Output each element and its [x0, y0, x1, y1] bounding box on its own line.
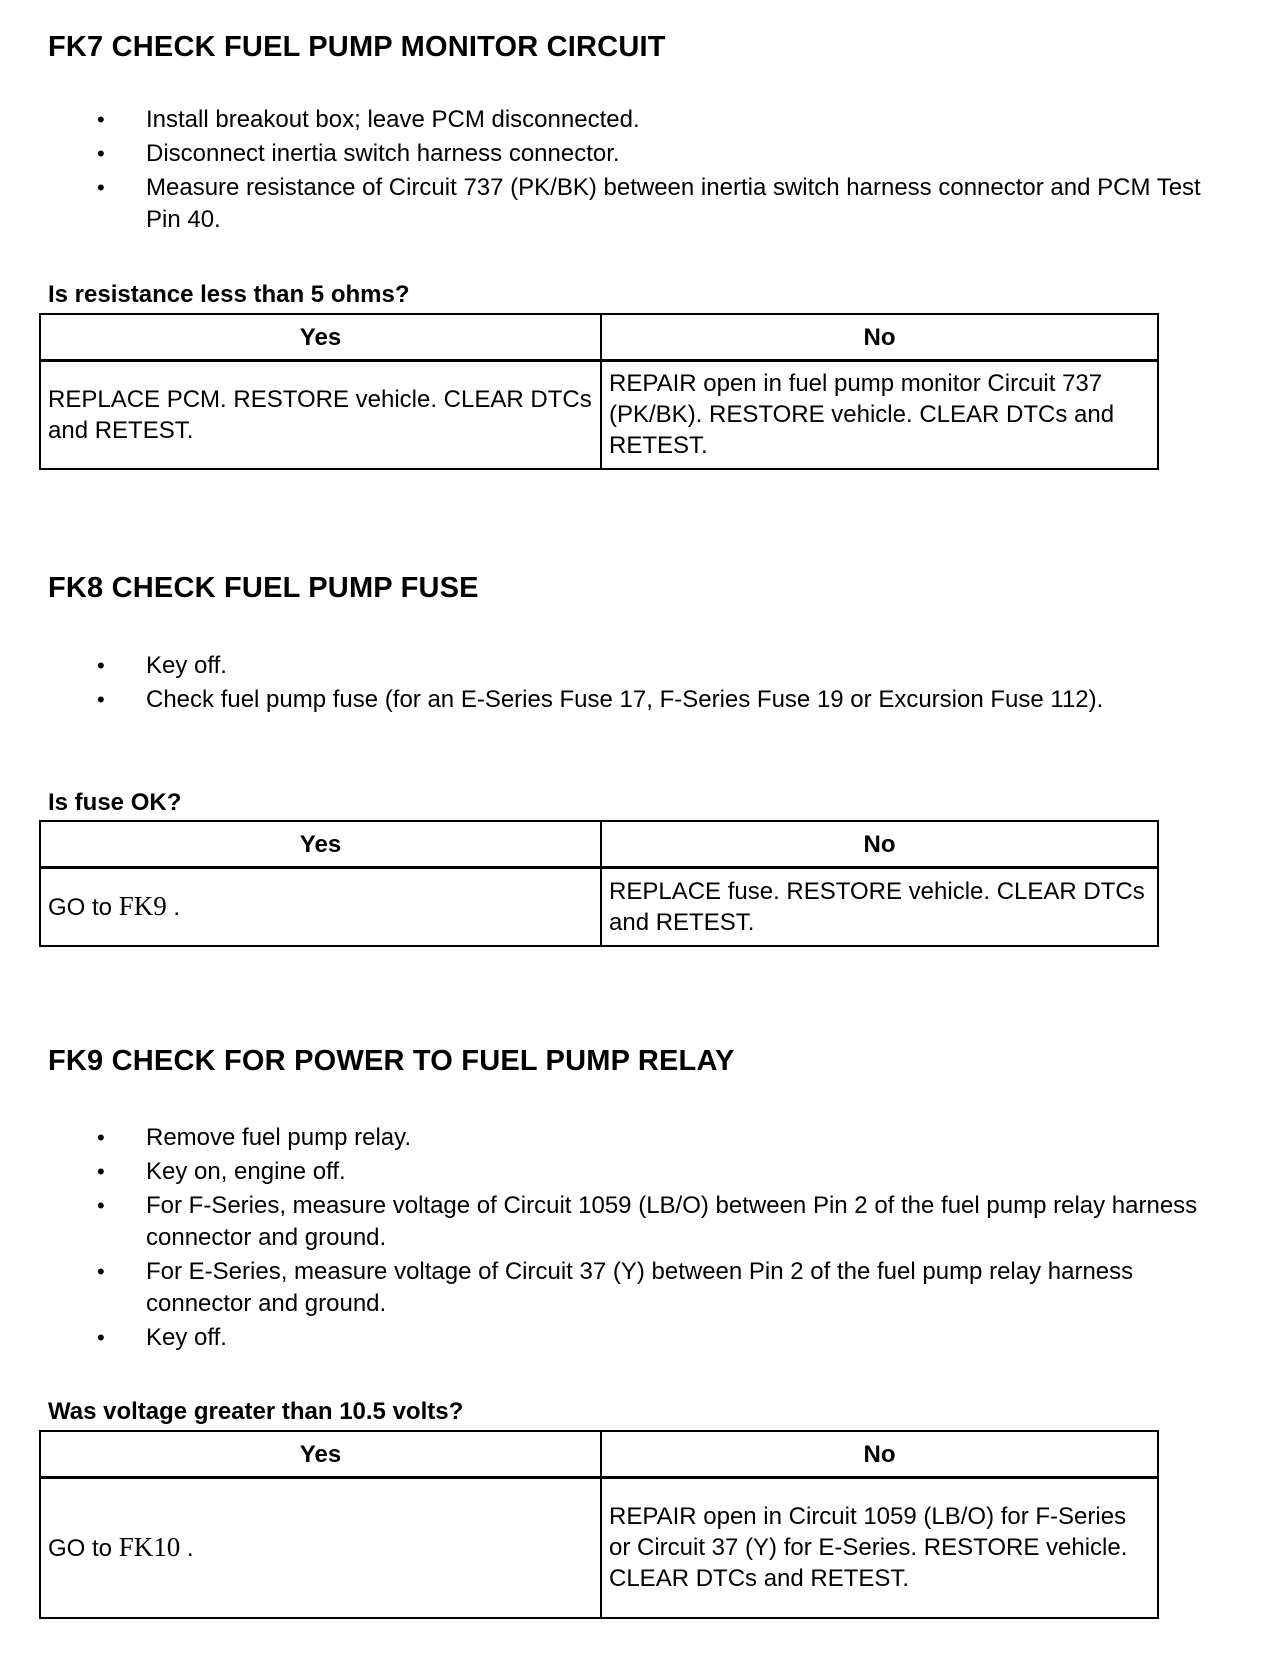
- step-list: [0, 1122, 1280, 1356]
- bullet-icon: •: [97, 175, 105, 200]
- no-header: No: [601, 1431, 1158, 1478]
- yes-cell: GO to FK9 .: [40, 868, 601, 946]
- answer-table: [39, 1430, 1159, 1619]
- step-item: • For E-Series, measure voltage of Circuit 37 (Y) between Pin 2 of the fuel pump relay harness connector and ground.: [97, 1258, 1134, 1317]
- bullet-icon: •: [97, 687, 105, 712]
- yes-cell: REPLACE PCM. RESTORE vehicle. CLEAR DTCs and RETEST.: [40, 361, 601, 469]
- bullet-icon: •: [97, 1125, 105, 1150]
- bullet-icon: •: [97, 1325, 105, 1350]
- step-list: [0, 104, 1280, 238]
- no-header: No: [601, 314, 1158, 361]
- step-list: [0, 650, 1280, 718]
- section-title: FK8 CHECK FUEL PUMP FUSE: [48, 572, 479, 604]
- question-text: Is resistance less than 5 ohms?: [48, 281, 410, 308]
- yes-header: Yes: [40, 314, 601, 361]
- step-item: • Key off.: [0, 1322, 1280, 1354]
- step-item: • For F-Series, measure voltage of Circuit 1059 (LB/O) between Pin 2 of the fuel pump relay harness connector and ground.: [97, 1192, 1198, 1251]
- section-title: FK7 CHECK FUEL PUMP MONITOR CIRCUIT: [48, 31, 666, 63]
- fk10-link[interactable]: FK10: [118, 1531, 181, 1562]
- question-text: Is fuse OK?: [48, 789, 182, 816]
- bullet-icon: •: [97, 141, 105, 166]
- step-item: • Measure resistance of Circuit 737 (PK/BK) between inertia switch harness connector and PCM Test Pin 40.: [97, 174, 1201, 233]
- step-item: • Remove fuel pump relay.: [0, 1122, 1280, 1154]
- yes-cell: GO to FK10 .: [40, 1478, 601, 1618]
- fk9-link[interactable]: FK9: [118, 890, 167, 921]
- step-item: • Install breakout box; leave PCM disconnected.: [0, 104, 1280, 136]
- answer-table: [39, 313, 1159, 470]
- step-item: • Disconnect inertia switch harness connector.: [0, 138, 1280, 170]
- question-text: Was voltage greater than 10.5 volts?: [48, 1398, 464, 1425]
- section-title: FK9 CHECK FOR POWER TO FUEL PUMP RELAY: [48, 1045, 735, 1077]
- yes-header: Yes: [40, 1431, 601, 1478]
- step-item: • Key off.: [0, 650, 1280, 682]
- bullet-icon: •: [97, 1259, 105, 1284]
- no-header: No: [601, 821, 1158, 868]
- answer-table: [39, 820, 1159, 947]
- step-item: • Key on, engine off.: [0, 1156, 1280, 1188]
- no-cell: REPLACE fuse. RESTORE vehicle. CLEAR DTCs and RETEST.: [601, 868, 1158, 946]
- no-cell: REPAIR open in fuel pump monitor Circuit 737 (PK/BK). RESTORE vehicle. CLEAR DTCs and RETEST.: [601, 361, 1158, 469]
- bullet-icon: •: [97, 1159, 105, 1184]
- bullet-icon: •: [97, 653, 105, 678]
- no-cell: REPAIR open in Circuit 1059 (LB/O) for F-Series or Circuit 37 (Y) for E-Series. RESTORE vehicle. CLEAR DTCs and RETEST.: [601, 1478, 1158, 1618]
- step-item: • Check fuel pump fuse (for an E-Series Fuse 17, F-Series Fuse 19 or Excursion Fuse 112).: [0, 684, 1280, 716]
- bullet-icon: •: [97, 1193, 105, 1218]
- yes-header: Yes: [40, 821, 601, 868]
- bullet-icon: •: [97, 107, 105, 132]
